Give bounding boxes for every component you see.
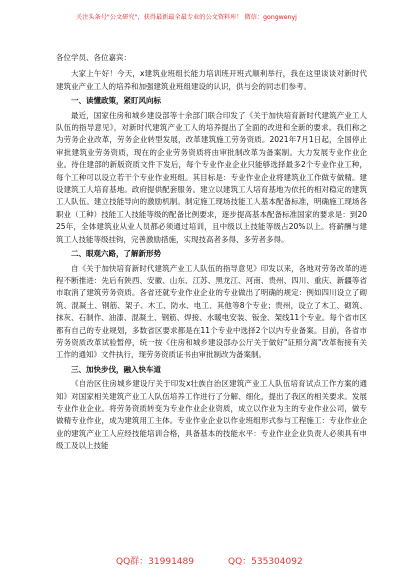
intro-paragraph: 大家上午好！今天，x建筑业班组长能力培训班开班式顺利举行，我在这里谈谈对新时代建筑业产业工人的培养和加强建筑业班组建设的认识，供与会的同志们参考。 xyxy=(56,69,367,91)
page-footer xyxy=(116,556,406,568)
section-1-title: 一、读懂政策，紧盯风向标 xyxy=(71,96,161,106)
section-2-title: 二、眼观六路，了解新形势 xyxy=(71,249,161,259)
section-2-paragraph: 自《关于加快培育新时代建筑产业工人队伍的指导意见》印发以来，各地对劳务改革的进程不断推进：先后有陕西、安徽、山东、江苏、黑龙江、河南、贵州、四川、重庆、新疆等省市取消了建筑劳务资质。各省还就专业作业企业的专业做出了明确的规定：例如四川设立了砌筑、混凝土、钢筋、架子、木工、防水、电工、其他等8个专业；贵州，设立了木工、砌筑、抹灰、石制作、油漆、混凝土、钢筋、焊接、水暖电安装、钣金、架线11个专业。每个省市区都有自己的专业规划，多数省区要求都是在11个专业中选择2个以内专业备案。目前，各省市劳务资质改革试验暂停，统一按《住房和城乡建设部办公厅关于做好"证照分离"改革衔接有关工作的通知》文件执行，现劳务资质证书由审批制改为备案制。 xyxy=(56,263,367,360)
section-3-title: 三、加快步伐，融入快车道 xyxy=(71,364,161,374)
qq-contact: QQ：535304092 xyxy=(227,557,303,567)
page-header xyxy=(76,14,396,22)
header-wechat: 微信：gongwenyj xyxy=(244,14,297,21)
section-3-paragraph: 《自治区住房城乡建设厅关于印发x壮族自治区建筑产业工人队伍培育试点工作方案的通知》对国家相关建筑产业工人队伍培养工作进行了分解、细化，提出了我区的相关要求。发展专业作业企业。将劳务资质转变为专业作业企业资质，成立以作业为主的专业作业公司，做专做精专业作业，成为建筑用工主体。专业作业企业以作业班组形式参与工程施工：专业作业企业的建筑产业工人应经技能培训合格，具备基本的技能水平：专业作业企业负责人必须具有申级工及以上技能 xyxy=(56,379,367,451)
section-1-paragraph: 最近，国家住房和城乡建设部等十余部门联合印发了《关于加快培育新时代建筑产业工人队伍的指导意见》，对新时代建筑产业工人的培养提出了全面的改进和全新的要求。我们称之为劳务企业改革，劳务企业转型发展，改革建筑施工劳务资质。2021年7月1日起，全国停止审批建筑业劳务资质，现在的企业劳务资质将由审批制改革为备案制。大力发展专业作业企业。待住建部的新版资质文件下发后，每个专业作业企业只能够选择最多2个专业作业工种，每个工种可以设立若干个专业作业班组。其目标是：专业作业企业将建筑业工作做专做精。建设建筑工人培育基地。政府提供配套服务。建立以建筑工人培育基地为依托的相对稳定的建筑工人队伍。建立技能导向的激励机制。制定施工现场技能工人基本配备标准，明确施工现场各职业（工种）技能工人技能等级的配备比例要求，逐步提高基本配备标准国家的要求是：到2025年，全体建筑业从业人员都必须通过培训，且中级以上技能等级占20%以上。将薪酬与建筑工人技能等级挂钩，完善激励措施，实现技高者多得、多劳者多得。 xyxy=(56,110,367,244)
salutation: 各位学员、各位嘉宾： xyxy=(56,53,131,62)
qq-group: QQ群：31991489 xyxy=(116,557,194,567)
header-notice: 关注头条号"公文研究"，获得最新最全最专业的公文资料库！ xyxy=(76,14,243,21)
document-body xyxy=(56,52,367,544)
